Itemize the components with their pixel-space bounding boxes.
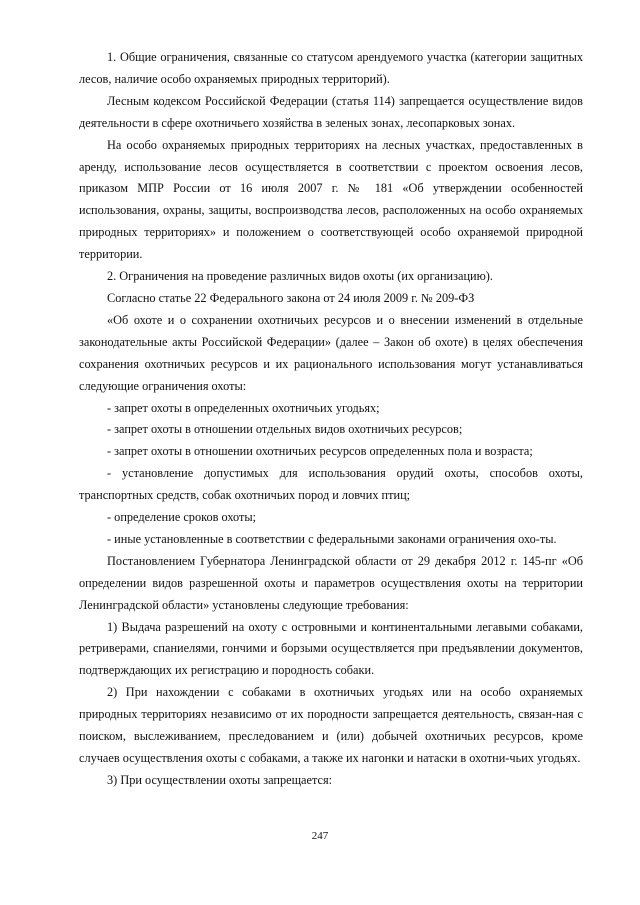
list-item: - запрет охоты в определенных охотничьих угодьях;: [107, 400, 380, 415]
paragraph-requirement-3: 3) При осуществлении охоты запрещается:: [107, 772, 333, 787]
body-text: [79, 47, 583, 792]
list-item: - запрет охоты в отношении отдельных видов охотничьих ресурсов;: [107, 422, 463, 437]
paragraph-hunting-restrictions: 2. Ограничения на проведение различных видов охоты (их организацию).: [107, 269, 493, 284]
paragraph-forest-code: Лесным кодексом Российской Федерации (статья 114) запрещается осуществление видов деятельности в сфере охотничьего хозяйства в зеленых зонах, лесопарковых зонах.: [79, 93, 583, 130]
page-number: 247: [311, 830, 329, 842]
paragraph-governor-decree: Постановлением Губернатора Ленинградской области от 29 декабря 2012 г. 145-пг «Об определении видов разрешенной охоты и параметров осуществления охоты на территории Ленинградской области» установлены следующие требования:: [79, 553, 583, 612]
paragraph-requirement-1: 1) Выдача разрешений на охоту с островными и континентальными легавыми собаками, ретриверами, спаниелями, гончими и борзыми осуществляется при предъявлении документов, подтверждающих их регистрацию и породность собаки.: [79, 619, 583, 678]
paragraph-general-restrictions: 1. Общие ограничения, связанные со статусом арендуемого участка (категории защитных лесов, наличие особо охраняемых природных территорий).: [79, 50, 583, 86]
list-item: - установление допустимых для использования орудий охоты, способов охоты, транспортных средств, собак охотничьих пород и ловчих птиц;: [79, 466, 583, 503]
list-item: - определение сроков охоты;: [107, 510, 257, 525]
paragraph-law-title: «Об охоте и о сохранении охотничьих ресурсов и о внесении изменений в отдельные законодательные акты Российской Федерации» (далее – Закон об охоте) в целях обеспечения сохранения охотничьих ресурсов и их рационального использования могут устанавливаться следующие ограничения охоты:: [79, 312, 583, 393]
list-item: - иные установленные в соответствии с федеральными законами ограничения охо-ты.: [107, 531, 557, 546]
paragraph-federal-law: Согласно статье 22 Федерального закона от 24 июля 2009 г. № 209-ФЗ: [107, 290, 475, 305]
list-item: - запрет охоты в отношении охотничьих ресурсов определенных пола и возраста;: [107, 444, 533, 459]
paragraph-requirement-2: 2) При нахождении с собаками в охотничьих угодьях или на особо охраняемых природных территориях независимо от их породности запрещается деятельность, связан-ная с поиском, выслеживанием, преследованием и (или) добычей охотничьих ресурсов, кроме случаев осуществления охоты с собаками, а также их нагонки и натаски в охотни-чьих угодьях.: [79, 685, 583, 765]
paragraph-protected-areas: На особо охраняемых природных территориях на лесных участках, предоставленных в аренду, использование лесов осуществляется в соответствии с проектом освоения лесов, приказом МПР России от 16 июля 2007 г. № 181 «Об утверждении особенностей использования, охраны, защиты, воспроизводства лесов, расположенных на особо охраняемых природных территориях» и положением о соответствующей особо охраняемой природной территории.: [79, 137, 583, 262]
